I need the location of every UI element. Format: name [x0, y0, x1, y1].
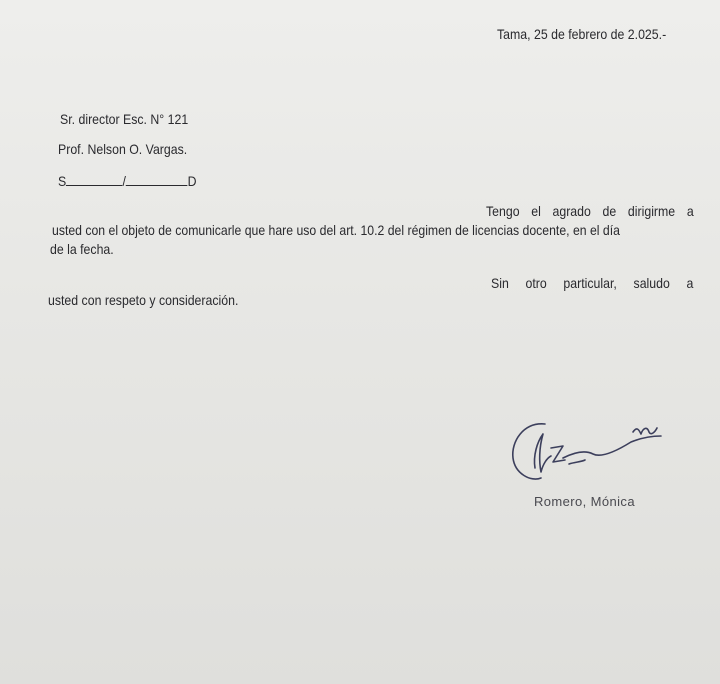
sd-blank-2 — [126, 171, 188, 186]
sd-line — [58, 171, 196, 190]
paragraph-1-line-3: de la fecha. — [50, 241, 114, 257]
sd-blank-1 — [66, 171, 122, 186]
paragraph-1-line-2: usted con el objeto de comunicarle que hare uso del art. 10.2 del régimen de licencias docente, en el día — [52, 222, 620, 238]
sd-slash: / — [122, 173, 126, 189]
paragraph-2-line-2: usted con respeto y consideración. — [48, 292, 239, 308]
handwritten-signature — [505, 412, 675, 492]
signature-strokes — [513, 424, 661, 479]
signatory-name: Romero, Mónica — [534, 494, 635, 509]
sd-s: S — [58, 173, 67, 189]
paragraph-1-line-1: Tengo el agrado de dirigirme a — [486, 203, 694, 219]
sd-d: D — [187, 173, 197, 189]
recipient-line-2: Prof. Nelson O. Vargas. — [58, 141, 188, 157]
recipient-line-1: Sr. director Esc. N° 121 — [60, 111, 189, 127]
paragraph-2-line-1: Sin otro particular, saludo a — [491, 275, 694, 291]
date-line: Tama, 25 de febrero de 2.025.- — [497, 26, 667, 42]
